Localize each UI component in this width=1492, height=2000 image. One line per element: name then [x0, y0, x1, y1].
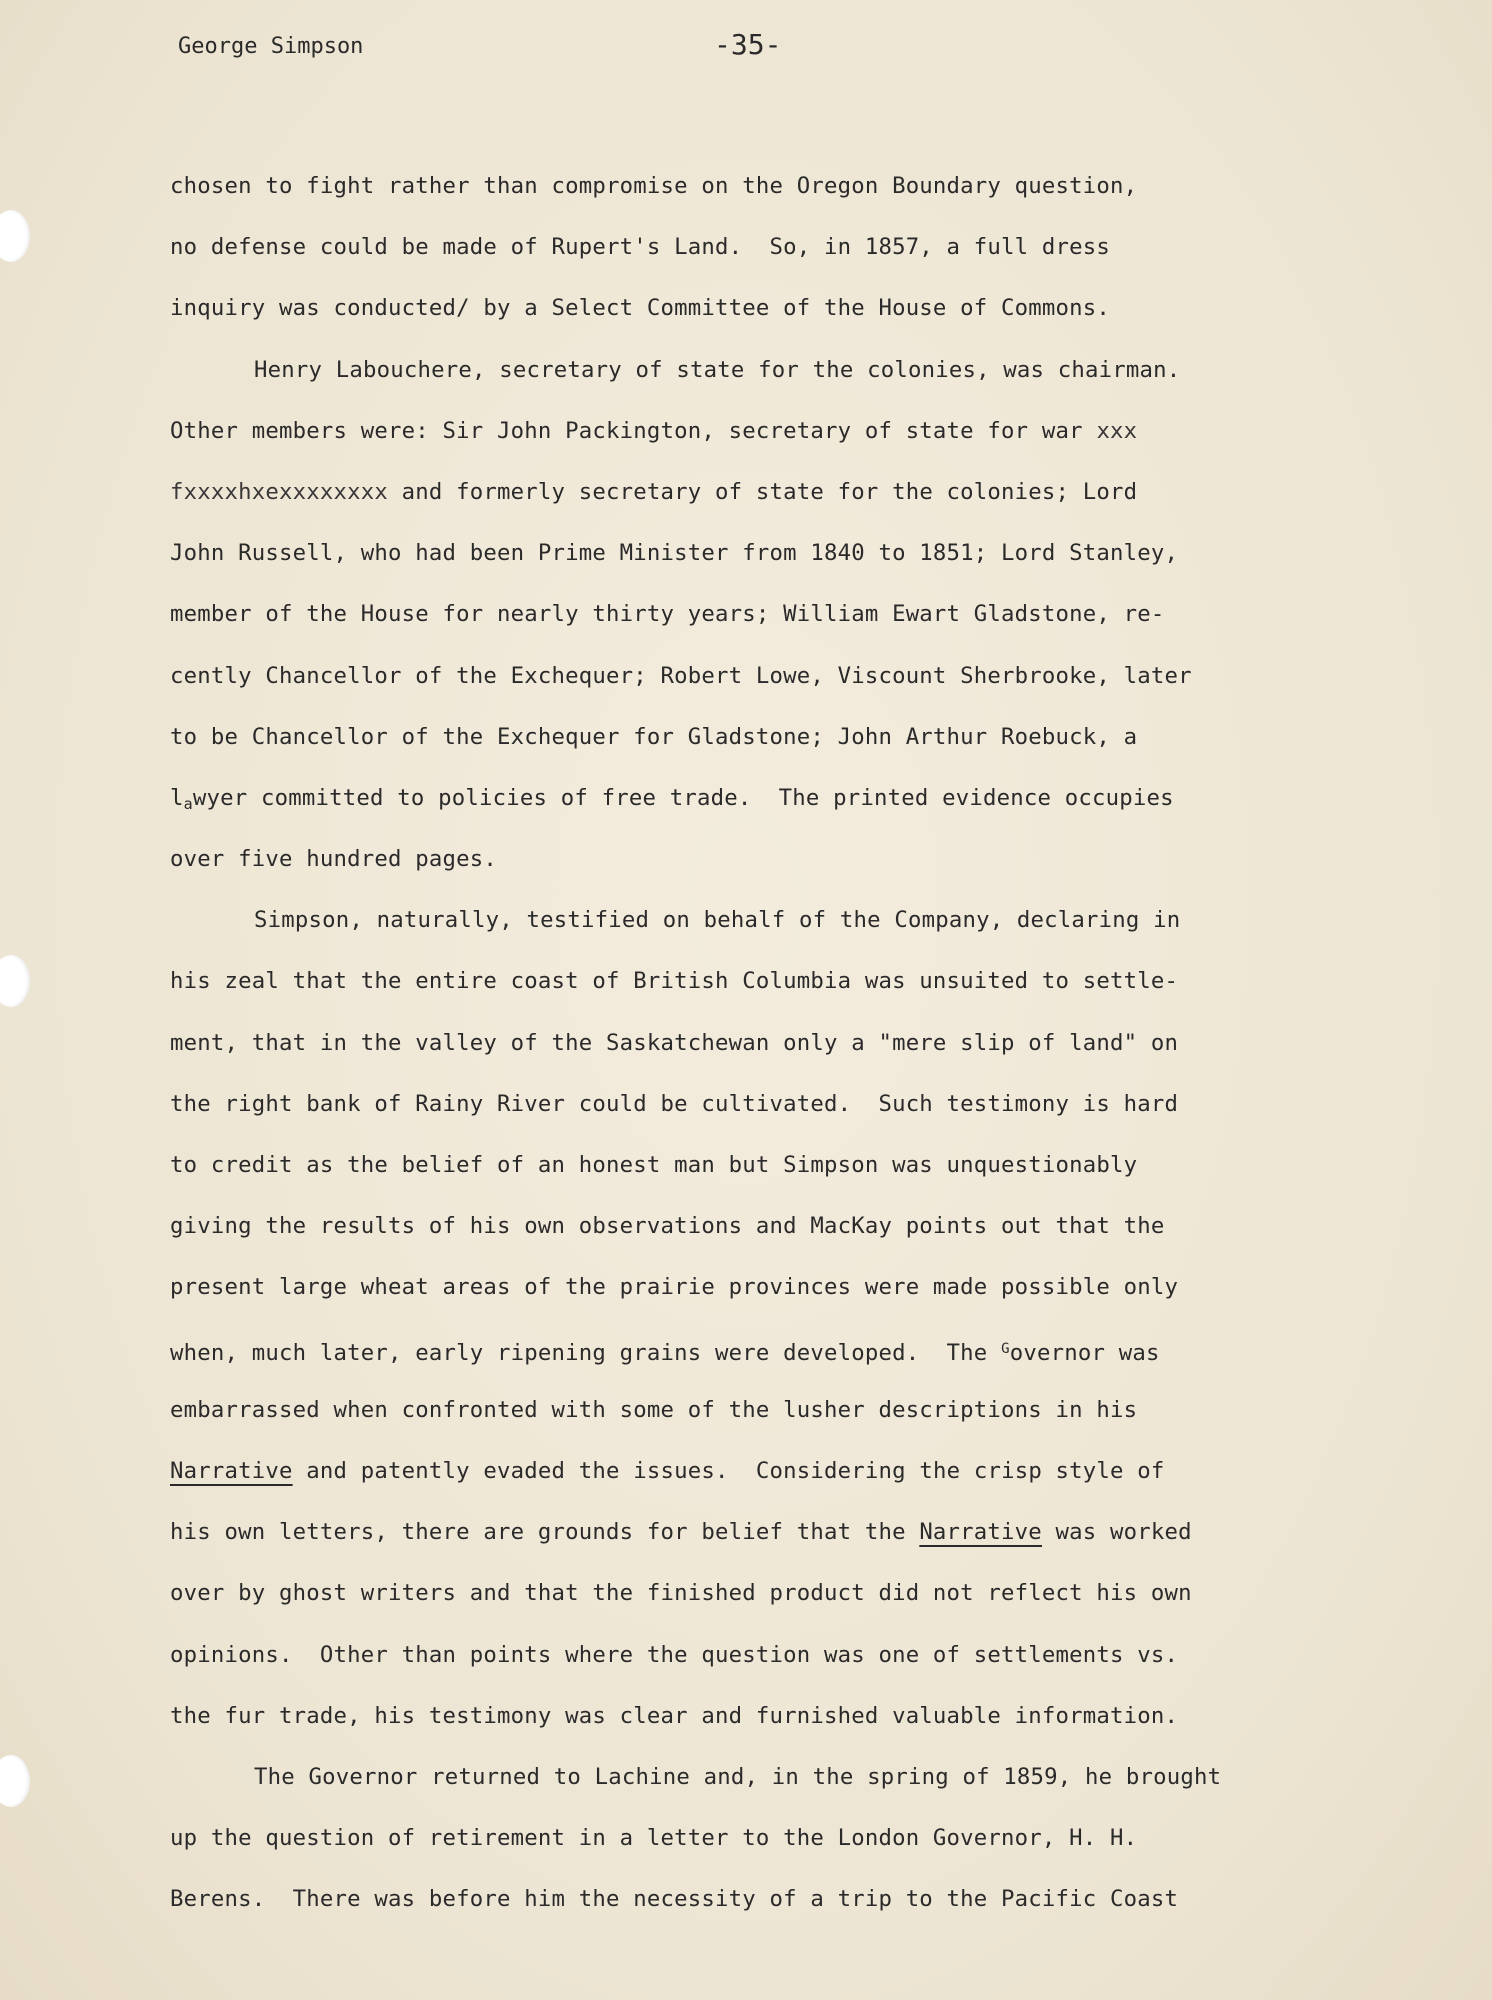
- text-segment: and patently evaded the issues. Considering the crisp style of: [292, 1457, 1165, 1484]
- text-line: ment, that in the valley of the Saskatchewan only a "mere slip of land" on: [170, 1029, 1179, 1056]
- text-line: inquiry was conducted/ by a Select Committee of the House of Commons.: [170, 295, 1111, 322]
- text-segment: l: [170, 784, 184, 811]
- text-line: member of the House for nearly thirty years; William Ewart Gladstone, re-: [170, 601, 1165, 628]
- text-segment: wyer committed to policies of free trade. The printed evidence occupies: [192, 784, 1174, 811]
- page-number: -35-: [714, 28, 782, 61]
- text-line: Simpson, naturally, testified on behalf of the Company, declaring in: [254, 907, 1181, 934]
- text-line: The Governor returned to Lachine and, in the spring of 1859, he brought: [254, 1763, 1222, 1790]
- text-line: [170, 768, 1350, 829]
- text-line: embarrassed when confronted with some of the lusher descriptions in his: [170, 1396, 1138, 1423]
- text-line: [170, 1441, 1350, 1502]
- text-segment: was worked: [1041, 1519, 1192, 1546]
- text-line: no defense could be made of Rupert's Land. So, in 1857, a full dress: [170, 234, 1111, 261]
- text-line: over five hundred pages.: [170, 846, 497, 873]
- text-line: [170, 401, 1350, 462]
- text-line: cently Chancellor of the Exchequer; Robert Lowe, Viscount Sherbrooke, later: [170, 662, 1192, 689]
- text-line: the fur trade, his testimony was clear and furnished valuable information.: [170, 1702, 1179, 1729]
- punch-hole: [0, 955, 30, 1007]
- text-line: [170, 1319, 1350, 1380]
- text-line: Henry Labouchere, secretary of state for the colonies, was chairman.: [254, 356, 1181, 383]
- text-line: giving the results of his own observations and MacKay points out that the: [170, 1213, 1165, 1240]
- punch-hole: [0, 1755, 30, 1807]
- text-segment: and formerly secretary of state for the colonies; Lord: [387, 478, 1138, 505]
- misaligned-letter: G: [1001, 1340, 1010, 1357]
- text-line: up the question of retirement in a letter to the London Governor, H. H.: [170, 1825, 1138, 1852]
- text-segment: when, much later, early ripening grains were developed. The: [170, 1339, 1002, 1366]
- misaligned-letter: a: [183, 794, 193, 813]
- text-line: over by ghost writers and that the finished product did not reflect his own: [170, 1580, 1192, 1607]
- header-author: George Simpson: [178, 34, 364, 59]
- text-segment: Other members were: Sir John Packington, secretary of state for war: [170, 417, 1083, 444]
- text-line: to credit as the belief of an honest man but Simpson was unquestionably: [170, 1152, 1138, 1178]
- text-line: opinions. Other than points where the question was one of settlements vs.: [170, 1641, 1179, 1668]
- underlined-title: Narrative: [919, 1519, 1042, 1546]
- text-line: the right bank of Rainy River could be cultivated. Such testimony is hard: [170, 1090, 1179, 1117]
- text-line: present large wheat areas of the prairie provinces were made possible only: [170, 1274, 1179, 1301]
- page-header: [178, 28, 1338, 68]
- typed-text-body: [170, 156, 1350, 1930]
- text-segment: his own letters, there are grounds for belief that the: [170, 1519, 920, 1546]
- underlined-title: Narrative: [170, 1457, 293, 1484]
- struck-out-text: xxx: [1096, 417, 1138, 444]
- text-line: chosen to fight rather than compromise on the Oregon Boundary question,: [170, 173, 1138, 199]
- text-segment: overnor was: [1009, 1339, 1160, 1366]
- text-line: John Russell, who had been Prime Minister from 1840 to 1851; Lord Stanley,: [170, 540, 1179, 567]
- text-line: Berens. There was before him the necessity of a trip to the Pacific Coast: [170, 1886, 1179, 1913]
- struck-out-text: fxxxxhxexxxxxxxx: [170, 478, 388, 505]
- text-line: his zeal that the entire coast of British Columbia was unsuited to settle-: [170, 968, 1179, 995]
- punch-hole: [0, 210, 30, 262]
- text-line: [170, 1502, 1350, 1563]
- text-line: to be Chancellor of the Exchequer for Gladstone; John Arthur Roebuck, a: [170, 723, 1138, 750]
- text-line: [170, 462, 1350, 523]
